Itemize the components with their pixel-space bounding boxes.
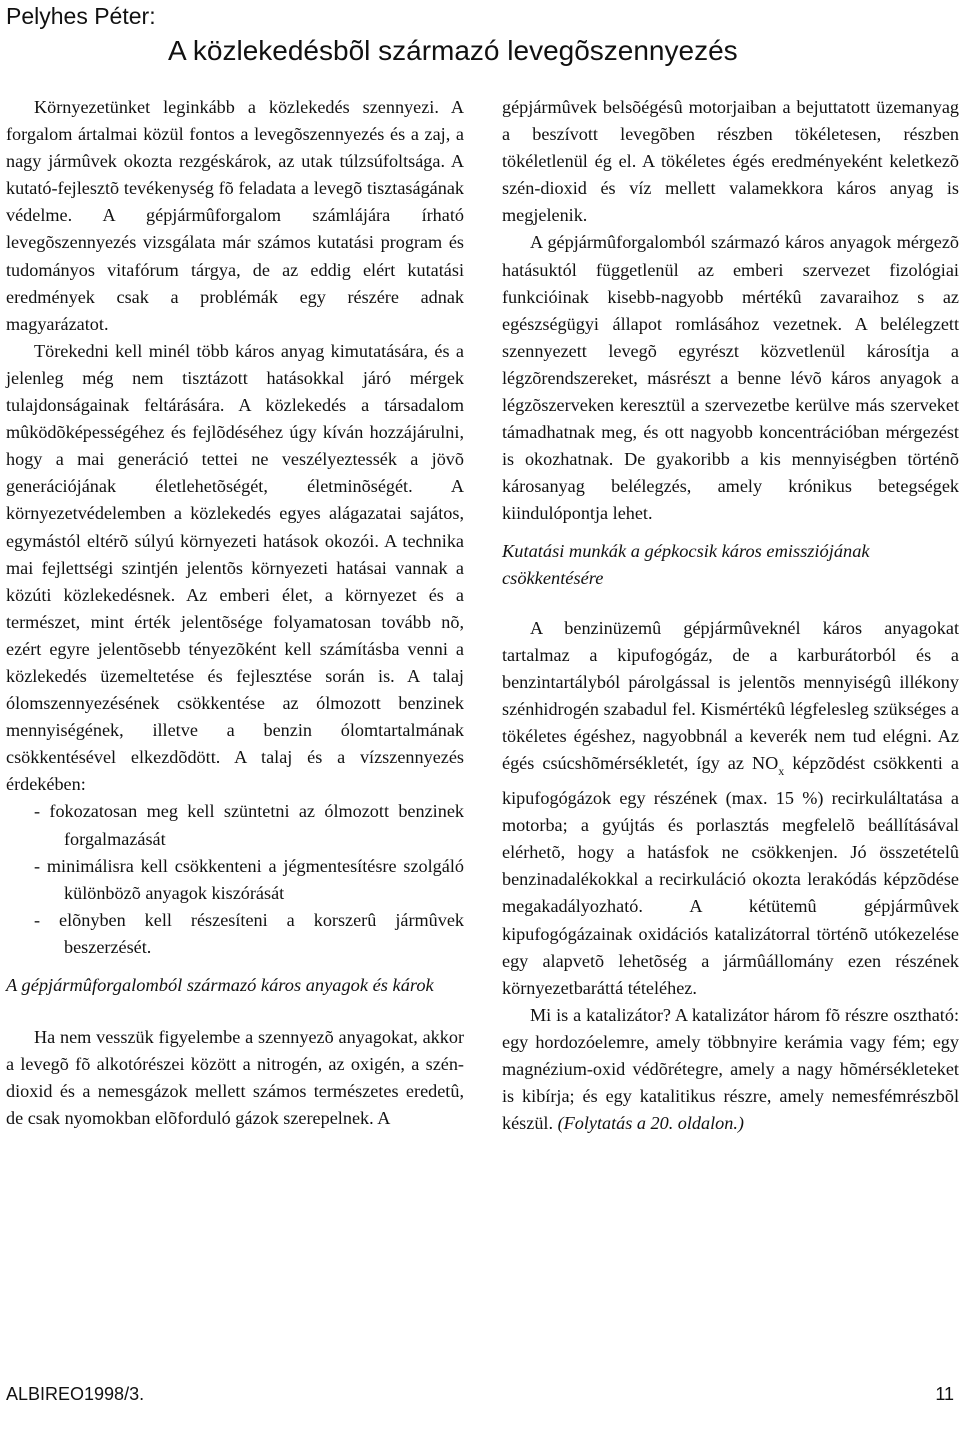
paragraph-petrol-vehicles: [502, 615, 959, 1002]
paragraph-air-composition: Ha nem vesszük figyelembe a szennyezõ anyagokat, akkor a levegõ fõ alkotórészei között a nitrogén, az oxigén, a szén-dioxid és a nemesgázok mellett számos természetes eredetû, de csak nyomokban elõforduló gázok szerepelnek. A: [6, 1027, 464, 1129]
paragraph-pollution-measures: Törekedni kell minél több káros anyag kimutatására, és a jelenleg még nem tisztázott hatásokkal járó mérgek tulajdonságainak feltárására. A közlekedés a társadalom mûködõképességéhez és fejlõdéséhez úgy kíván hozzájárulni, hogy a mai generáció tettei ne veszélyeztessék a jövõ generációjának életlehetõségét, életminõségét. A környezetvédelemben a közlekedés egyes alágazatai sajátos, egymástól eltérõ súlyú környezeti hatások okozói. A technika mai fejlettségi szintjén jelentõs környezeti hatásai vannak a közúti közlekedésnek. Az emberi élet, a környezet és a természet, mint érték jelentõsége folyamatosan tovább nõ, ezért egyre jelentõsebb tényezõként kell számításba venni a közlekedés üzemeltetése és fejlesztése során is. A talaj ólomszennyezésének csökkentése az ólmozott benzinek mennyiségének, illetve a benzin ólomtartalmának csökkentésével elkezdõdött. A talaj és a vízszennyezés érdekében:: [6, 340, 464, 795]
list-item: - fokozatosan meg kell szüntetni az ólmozott benzinek forgalmazását: [34, 801, 464, 849]
text-segment: Mi is a katalizátor? A katalizátor három fõ részre osztható: egy hordozóelemre, amely többnyire kerámia vagy fém; egy magnézium-oxid védõrétegre, amely a nagy hõmérsékleteket is kibírja; és egy katalitikus részre, amely nemesfémrészbõl készül.: [502, 1004, 959, 1134]
subscript-x: x: [778, 763, 785, 778]
paragraph-combustion: gépjármûvek belsõégésû motorjaiban a bejuttatott üzemanyag a beszívott levegõben részben tökéletesen, részben tökéletlenül ég el. A tökéletes égés eredményeként keletkezõ szén-dioxid és víz mellett valamekkora káros anyag is megjelenik.: [502, 97, 959, 226]
author-name: Pelyhes Péter:: [6, 3, 156, 29]
paragraph-catalyst: [502, 1002, 959, 1137]
text-segment: A benzinüzemû gépjármûveknél káros anyagokat tartalmaz a kipufogógáz, de a karburátorból és a benzintartályból párolgással is jelentõs mennyiségû illékony szénhidrogén szabadul fel. Kismértékû légfelesleg szükséges a tökéletes égéshez, nagyobbnál a keverék nem tud elégni. Az égés csúcshõmérsékletét, így az NO: [502, 617, 959, 773]
paragraph-intro: Környezetünket leginkább a közlekedés szennyezi. A forgalom ártalmai közül fontos a levegõszennyezés és a zaj, a nagy jármûvek okozta rezgéskárok, az utak túlzsúfoltsága. A kutató-fejlesztõ tevékenység fõ feladata a levegõ tisztaságának védelme. A gépjármûforgalom számlájára írható levegõszennyezés vizsgálata már számos kutatási program és tudományos vitafórum tárgya, de az eddig elért kutatási eredmények csak a problémák egy részére adnak magyarázatot.: [6, 97, 464, 334]
list-item: - elõnyben kell részesíteni a korszerû jármûvek beszerzését.: [34, 909, 464, 957]
article-title: A közlekedésbõl származó levegõszennyezés: [168, 35, 738, 66]
paragraph-health-effects: A gépjármûforgalomból származó káros anyagok mérgezõ hatásuktól függetlenül az emberi szervezet fizológiai funkcióinak kisebb-nagyobb mértékû zavaraihoz s az egészségügyi állapot romlásához vezetnek. A belélegzett szennyezett levegõ egyrészt közvetlenül károsítja a légzõrendszereket, másrészt a benne lévõ káros anyagok a légzõszerveken keresztül a szervezetbe kerülve más szerveket támadhatnak meg, és ott nagyobb koncentrációban mérgezést is okozhatnak. De gyakoribb a kis mennyiségben történõ károsanyag belélegzés, amely krónikus betegségek kiindulópontja lehet.: [502, 232, 959, 524]
measures-list: [6, 798, 464, 961]
footer-publication: ALBIREO1998/3.: [6, 1384, 145, 1404]
left-column: [6, 94, 464, 1132]
section-heading-harmful-substances: A gépjármûforgalomból származó káros anyagok és károk: [6, 975, 434, 995]
continuation-note: (Folytatás a 20. oldalon.): [557, 1113, 744, 1134]
section-heading-emission-research: Kutatási munkák a gépkocsik káros emissziójának csökkentésére: [502, 540, 870, 588]
text-segment: képzõdést csökkenti a kipufogógázok egy részének (max. 15 %) recirkuláltatása a motorba; a gyújtás és porlasztás megfelelõ beállításával elérhetõ, hogy a hatásfok ne csökkenjen. Jó összetételû benzinadalékokkal a recirkuláció okozta lerakódás képzõdése megakadályozható. A kétütemû gépjármûvek kipufogógázainak oxidációs katalizátorral történõ utókezelése egy alapvetõ lehetõség a jármûállomány ezen részének környezetbaráttá tételéhez.: [502, 752, 959, 998]
list-item: - minimálisra kell csökkenteni a jégmentesítésre szolgáló különbözõ anyagok kiszórását: [34, 855, 464, 903]
right-column: [502, 94, 959, 1137]
footer-page-number: 11: [935, 1384, 954, 1404]
